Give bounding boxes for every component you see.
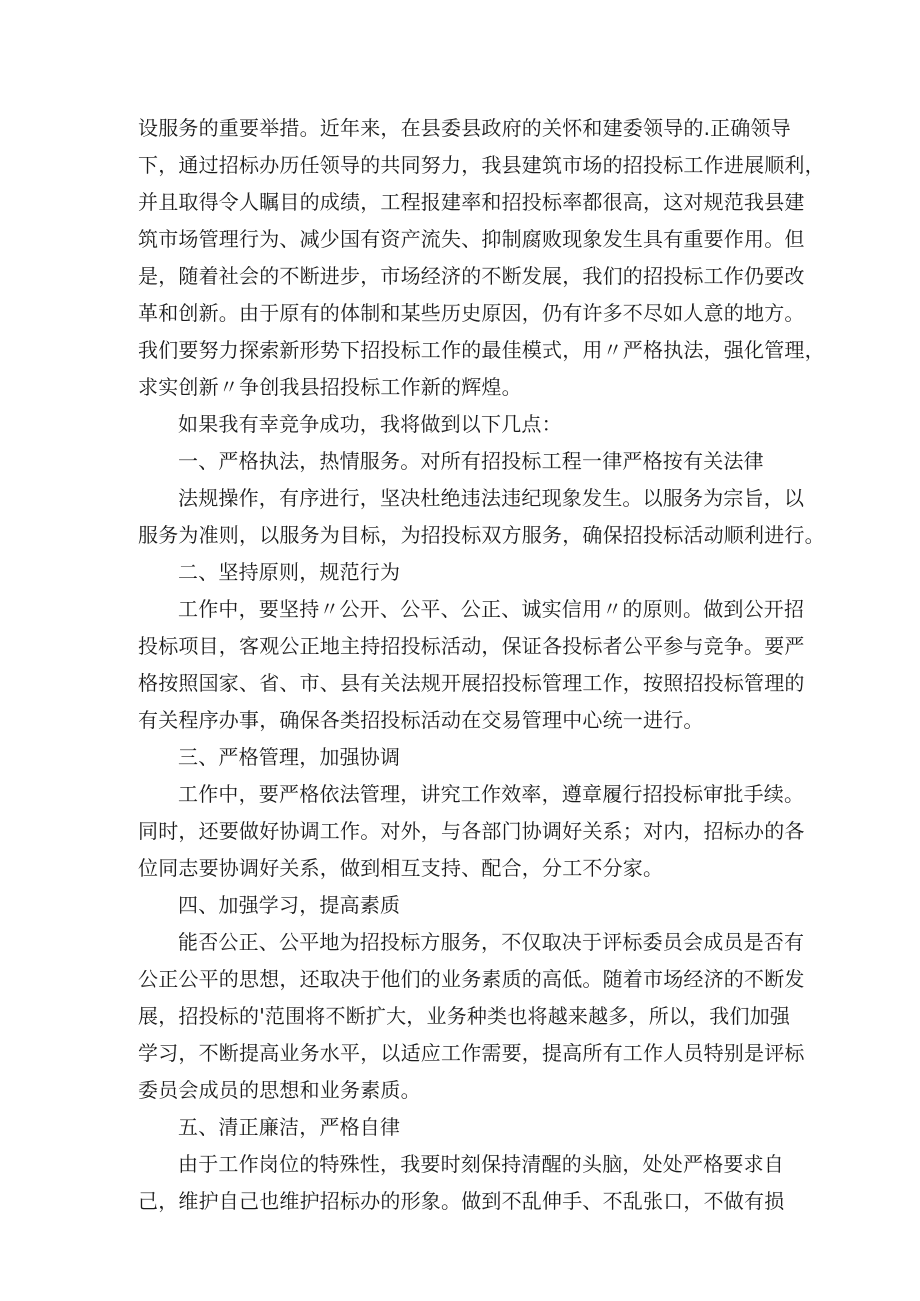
text-line: 学习，不断提高业务水平，以适应工作需要，提高所有工作人员特别是评标 [138, 1041, 805, 1065]
section-heading-2: 二、坚持原则，规范行为 [178, 560, 401, 584]
text-line: 有关程序办事，确保各类招投标活动在交易管理中心统一进行。 [138, 708, 704, 732]
text-line: 法规操作，有序进行，坚决杜绝违法违纪现象发生。以服务为宗旨，以 [178, 486, 805, 510]
text-line: 并且取得令人瞩目的成绩，工程报建率和招投标率都很高，这对规范我县建 [138, 190, 805, 214]
section-heading-4: 四、加强学习，提高素质 [178, 893, 401, 917]
section-heading-5: 五、清正廉洁，严格自律 [178, 1115, 401, 1139]
text-line: 委员会成员的思想和业务素质。 [138, 1078, 421, 1102]
text-line: 同时，还要做好协调工作。对外，与各部门协调好关系；对内，招标办的各 [138, 819, 805, 843]
text-line: 设服务的重要举措。近年来，在县委县政府的关怀和建委领导的.正确领导 [138, 116, 791, 140]
text-line: 革和创新。由于原有的体制和某些历史原因，仍有许多不尽如人意的地方。 [138, 301, 805, 325]
text-line: 求实创新〃争创我县招投标工作新的辉煌。 [138, 375, 522, 399]
paragraph-intro: 如果我有幸竞争成功，我将做到以下几点： [178, 412, 562, 436]
text-line: 我们要努力探索新形势下招投标工作的最佳模式，用〃严格执法，强化管理， [138, 338, 825, 362]
text-line: 展，招投标的'范围将不断扩大，业务种类也将越来越多，所以，我们加强 [138, 1004, 791, 1028]
text-line: 是，随着社会的不断进步，市场经济的不断发展，我们的招投标工作仍要改 [138, 264, 805, 288]
text-line: 工作中，要严格依法管理，讲究工作效率，遵章履行招投标审批手续。 [178, 782, 805, 806]
text-line: 公正公平的思想，还取决于他们的业务素质的高低。随着市场经济的不断发 [138, 967, 805, 991]
text-line: 服务为准则，以服务为目标，为招投标双方服务，确保招投标活动顺利进行。 [138, 523, 825, 547]
text-line: 位同志要协调好关系，做到相互支持、配合，分工不分家。 [138, 856, 664, 880]
text-line: 工作中，要坚持〃公开、公平、公正、诚实信用〃的原则。做到公开招 [178, 597, 805, 621]
text-line: 由于工作岗位的特殊性，我要时刻保持清醒的头脑，处处严格要求自 [178, 1152, 784, 1176]
section-heading-3: 三、严格管理，加强协调 [178, 745, 401, 769]
text-line: 能否公正、公平地为招投标方服务，不仅取决于评标委员会成员是否有 [178, 930, 805, 954]
text-line: 下，通过招标办历任领导的共同努力，我县建筑市场的招投标工作进展顺利， [138, 153, 825, 177]
text-line: 筑市场管理行为、减少国有资产流失、抑制腐败现象发生具有重要作用。但 [138, 227, 805, 251]
text-line: 投标项目，客观公正地主持招投标活动，保证各投标者公平参与竞争。要严 [138, 634, 805, 658]
text-line: 己，维护自己也维护招标办的形象。做到不乱伸手、不乱张口，不做有损 [138, 1189, 785, 1213]
section-heading-1: 一、严格执法，热情服务。对所有招投标工程一律严格按有关法律 [178, 449, 764, 473]
text-line: 格按照国家、省、市、县有关法规开展招投标管理工作，按照招投标管理的 [138, 671, 805, 695]
